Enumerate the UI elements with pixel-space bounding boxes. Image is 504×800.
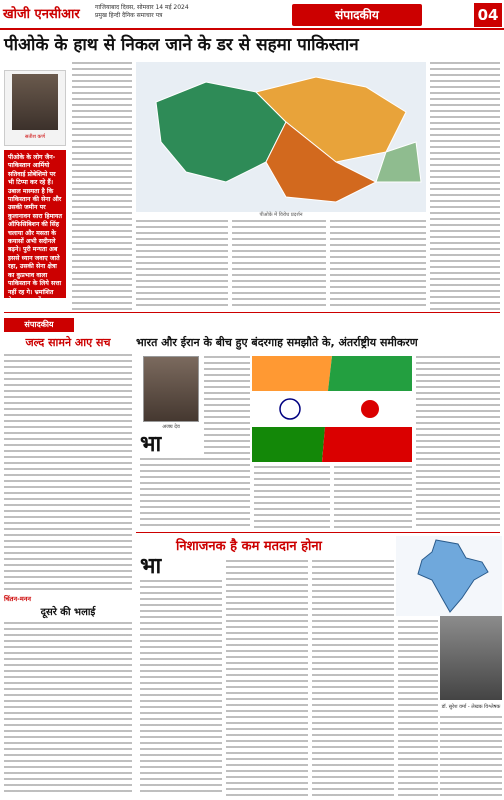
lead-column-2 xyxy=(136,220,228,310)
dateline xyxy=(95,4,245,20)
author-photo-3 xyxy=(440,616,502,700)
section-title: संपादकीय xyxy=(292,4,422,26)
india-flag-icon xyxy=(252,356,332,462)
iran-flag-icon xyxy=(322,356,412,462)
chintan-body xyxy=(4,622,132,796)
page-number: 04 xyxy=(474,3,502,27)
third-author-credit: डॉ. सुरेश वर्मा - लेखक विश्लेषक xyxy=(441,704,501,710)
author-photo-2 xyxy=(143,356,199,422)
divider xyxy=(4,312,500,313)
kashmir-map xyxy=(136,62,426,212)
pull-quote: पीओके के लोग जैन-पाकिस्तान आर्मियो सतिवाई प्रोबेशिमो पर भी टिप्पा कर रहे हैं। उबाल मास्यता है कि पाकिस्तान की सेना और उसकी जमीन पर कुलानावन सारा हिमायत ऑफिसिबिशन की सिंह चलाया और मसता के कयासों अभी सदीनले बढ़ने। पुरी मन्यता अब इससे ध्यान जवाए जाते रहा, उसकी सेना क्षेत्रा का कुप्रभाव वाला पाकिस्तान के लिये सत्ता नहीं रह गे। भ्रमांशित बेयान बन्नाल में सत्तार हठाया गया है xyxy=(4,150,66,298)
third-column-2 xyxy=(226,560,308,796)
editorial-headline: जल्द सामने आए सच xyxy=(25,336,111,349)
newspaper-logo: खोजी एनसीआर xyxy=(3,7,80,22)
third-column-1 xyxy=(140,580,222,796)
chintan-tag: चिंतन-मनन xyxy=(4,595,31,603)
lead-headline: पीओके के हाथ से निकल जाने के डर से सहमा पाकिस्तान xyxy=(4,35,359,55)
india-map xyxy=(396,536,502,616)
third-headline: निशाजनक है कम मतदान होना xyxy=(176,539,322,554)
second-headline: भारत और ईरान के बीच हुए बंदरगाह समझौते के, अंतर्राष्ट्रीय समीकरण xyxy=(136,336,418,349)
dateline-date: गाजियाबाद दिवस, सोमवार 14 मई 2024 xyxy=(95,4,189,11)
flags-image xyxy=(252,356,412,462)
lead-column-1 xyxy=(72,62,132,310)
editorial-body xyxy=(4,354,132,590)
dateline-tagline: प्रमुख हिन्दी दैनिक समाचार पत्र xyxy=(95,12,163,19)
third-column-4 xyxy=(398,620,438,796)
lead-column-3 xyxy=(232,220,326,310)
second-column-3 xyxy=(334,466,412,530)
dropcap-2: भा xyxy=(140,554,162,579)
author-name: सतीश कर्ण xyxy=(25,134,45,140)
third-column-3 xyxy=(312,560,394,796)
map-caption: पीओके में विरोध प्रदर्शन xyxy=(259,212,303,218)
editorial-tag: संपादकीय xyxy=(4,318,74,332)
second-column-4 xyxy=(416,356,500,530)
chintan-headline: दूसरे की भलाई xyxy=(40,607,96,618)
second-column-2 xyxy=(254,466,330,530)
lead-column-4 xyxy=(430,62,500,310)
second-column-0 xyxy=(204,356,250,456)
second-column-1 xyxy=(140,458,250,530)
second-author: अजय देव xyxy=(162,424,180,430)
author-photo xyxy=(12,74,58,130)
dropcap: भा xyxy=(140,432,162,457)
divider-2 xyxy=(136,532,500,533)
third-column-5 xyxy=(440,716,502,796)
lead-column-3b xyxy=(330,220,426,310)
